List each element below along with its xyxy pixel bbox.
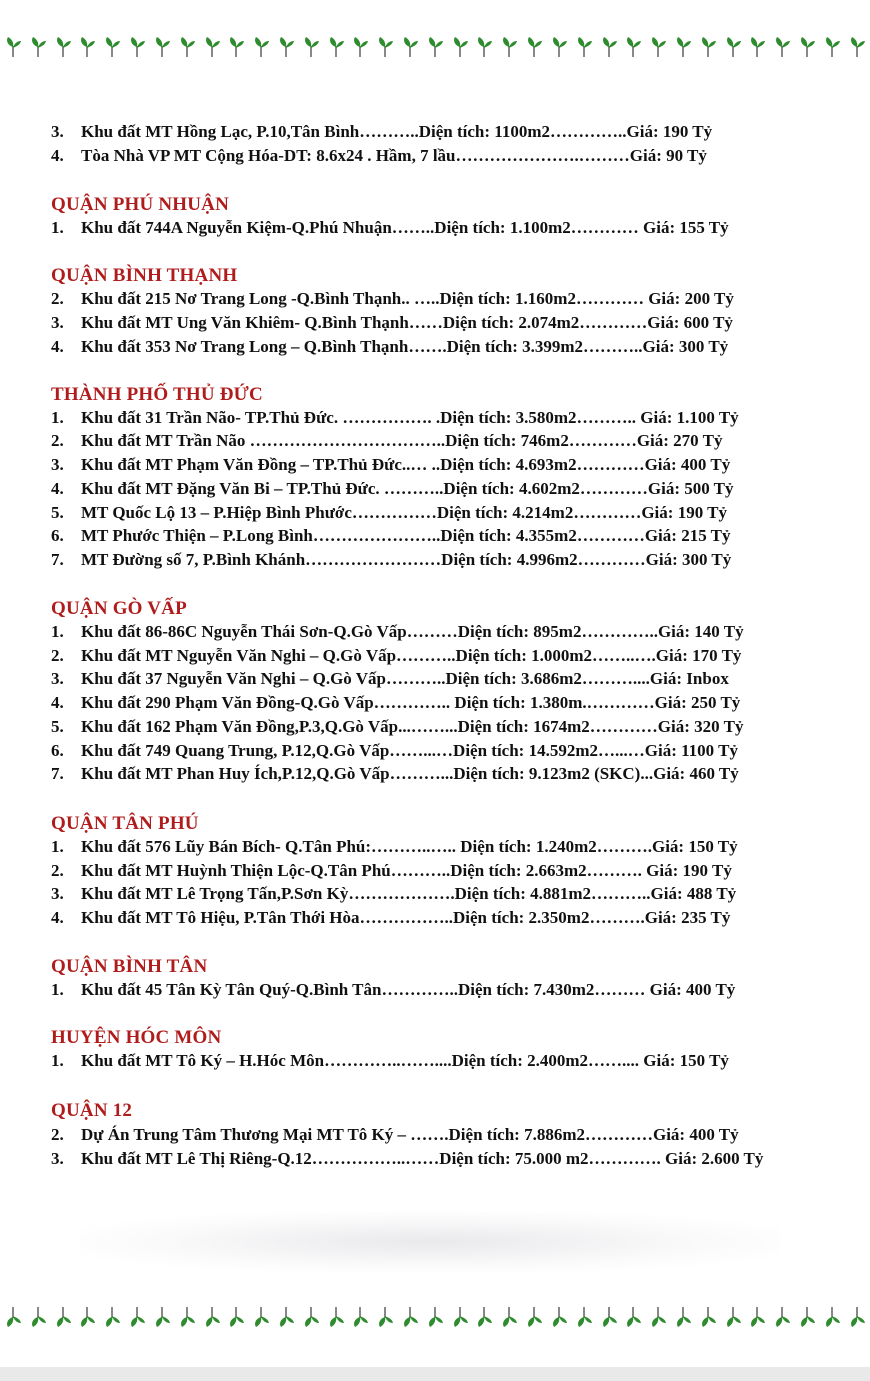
listing-item [51,311,840,335]
leaf-icon [376,36,394,62]
item-number: 6. [51,741,64,760]
leaf-icon [674,36,692,62]
listing-item [51,667,840,691]
leaf-icon [327,36,345,62]
leaf-icon [227,1306,245,1332]
listing-item [51,477,840,501]
leaf-icon [128,36,146,62]
leaf-icon [54,36,72,62]
leaf-icon [451,36,469,62]
leaf-icon [128,1306,146,1332]
item-text: Khu đất MT Phan Huy Ích,P.12,Q.Gò Vấp………...Diện tích: 9.123m2 (SKC)...Giá: 460 Tỷ [81,764,739,783]
item-text: MT Đường số 7, P.Bình Khánh……………………Diện tích: 4.996m2…………Giá: 300 Tỷ [81,550,732,569]
item-number: 2. [51,861,64,880]
leaf-icon [823,36,841,62]
leaf-icon [848,36,866,62]
listing-item [51,406,840,430]
section-heading: QUẬN BÌNH TÂN [51,956,208,977]
item-text: Khu đất 162 Phạm Văn Đồng,P.3,Q.Gò Vấp...……...Diện tích: 1674m2…………Giá: 320 Tỷ [81,717,744,736]
bottom-leaf-border [0,1306,870,1332]
item-number: 1. [51,408,64,427]
item-text: Khu đất 576 Lũy Bán Bích- Q.Tân Phú:………..….. Diện tích: 1.240m2……….Giá: 150 Tỷ [81,837,738,856]
item-number: 2. [51,1125,64,1144]
listing-item [51,620,840,644]
item-text: Khu đất 749 Quang Trung, P.12,Q.Gò Vấp……...…Diện tích: 14.592m2…...…Giá: 1100 Tỷ [81,741,738,760]
listing-item [51,453,840,477]
item-text: Khu đất 37 Nguyễn Văn Nghi – Q.Gò Vấp………..Diện tích: 3.686m2………....Giá: Inbox [81,669,729,688]
listing-item [51,835,840,859]
leaf-icon [401,1306,419,1332]
leaf-icon [550,1306,568,1332]
leaf-icon [748,1306,766,1332]
item-text: Khu đất MT Nguyễn Văn Nghi – Q.Gò Vấp………..Diện tích: 1.000m2……..….Giá: 170 Tỷ [81,646,742,665]
listing-item [51,548,840,572]
listing-item [51,691,840,715]
listing-item [51,335,840,359]
item-number: 7. [51,550,64,569]
item-text: Dự Án Trung Tâm Thương Mại MT Tô Ký – …….Diện tích: 7.886m2…………Giá: 400 Tỷ [81,1125,739,1144]
listing-item [51,429,840,453]
leaf-icon [103,1306,121,1332]
item-text: Khu đất 744A Nguyễn Kiệm-Q.Phú Nhuận……..Diện tích: 1.100m2………… Giá: 155 Tỷ [81,218,729,237]
item-number: 3. [51,122,64,141]
leaf-icon [475,1306,493,1332]
item-text: Khu đất MT Hồng Lạc, P.10,Tân Bình………..Diện tích: 1100m2…………..Giá: 190 Tỷ [81,122,713,141]
leaf-icon [277,1306,295,1332]
item-number: 1. [51,622,64,641]
section-heading: QUẬN BÌNH THẠNH [51,265,238,286]
item-text: MT Quốc Lộ 13 – P.Hiệp Bình Phước……………Diện tích: 4.214m2…………Giá: 190 Tỷ [81,503,727,522]
leaf-icon [78,36,96,62]
leaf-icon [426,36,444,62]
leaf-icon [550,36,568,62]
listing-item [51,1049,840,1073]
leaf-icon [451,1306,469,1332]
section-heading: QUẬN PHÚ NHUẬN [51,194,230,215]
listing-item [51,882,840,906]
item-number: 5. [51,717,64,736]
item-number: 4. [51,146,64,165]
leaf-icon [624,36,642,62]
listing-item [51,287,840,311]
leaf-icon [724,36,742,62]
item-number: 1. [51,1051,64,1070]
listing-item [51,120,840,144]
leaf-icon [29,36,47,62]
item-number: 4. [51,337,64,356]
leaf-icon [54,1306,72,1332]
leaf-icon [426,1306,444,1332]
item-text: Khu đất MT Lê Trọng Tấn,P.Sơn Kỳ……………….Diện tích: 4.881m2………..Giá: 488 Tỷ [81,884,737,903]
leaf-icon [699,1306,717,1332]
item-number: 7. [51,764,64,783]
leaf-icon [674,1306,692,1332]
item-number: 1. [51,837,64,856]
leaf-icon [327,1306,345,1332]
item-number: 4. [51,479,64,498]
leaf-icon [649,36,667,62]
item-number: 3. [51,884,64,903]
leaf-icon [823,1306,841,1332]
leaf-icon [252,36,270,62]
item-text: Khu đất 31 Trần Não- TP.Thủ Đức. ……………. .Diện tích: 3.580m2……….. Giá: 1.100 Tỷ [81,408,739,427]
listing-item [51,762,840,786]
leaf-icon [178,36,196,62]
leaf-icon [29,1306,47,1332]
item-number: 3. [51,313,64,332]
item-number: 4. [51,908,64,927]
item-text: Khu đất MT Đặng Văn Bi – TP.Thủ Đức. ………..Diện tích: 4.602m2…………Giá: 500 Tỷ [81,479,734,498]
leaf-icon [203,1306,221,1332]
item-number: 1. [51,980,64,999]
item-text: Khu đất MT Trần Não ……………………………..Diện tích: 746m2…………Giá: 270 Tỷ [81,431,723,450]
leaf-icon [525,1306,543,1332]
listing-item [51,1147,840,1171]
leaf-icon [203,36,221,62]
leaf-icon [351,36,369,62]
item-number: 2. [51,289,64,308]
listing-item [51,524,840,548]
leaf-icon [500,36,518,62]
leaf-icon [351,1306,369,1332]
item-text: Khu đất 86-86C Nguyễn Thái Sơn-Q.Gò Vấp………Diện tích: 895m2…………..Giá: 140 Tỷ [81,622,744,641]
item-text: Khu đất MT Tô Hiệu, P.Tân Thới Hòa……………..Diện tích: 2.350m2……….Giá: 235 Tỷ [81,908,731,927]
blurred-area [80,1212,780,1272]
item-number: 4. [51,693,64,712]
item-text: MT Phước Thiện – P.Long Bình…………………..Diện tích: 4.355m2…………Giá: 215 Tỷ [81,526,731,545]
listing-item [51,1123,840,1147]
item-number: 5. [51,503,64,522]
section-heading: QUẬN 12 [51,1100,133,1121]
leaf-icon [401,36,419,62]
leaf-icon [78,1306,96,1332]
leaf-icon [525,36,543,62]
item-number: 2. [51,646,64,665]
leaf-icon [773,1306,791,1332]
listing-item [51,906,840,930]
item-text: Khu đất MT Phạm Văn Đồng – TP.Thủ Đức..… ..Diện tích: 4.693m2…………Giá: 400 Tỷ [81,455,731,474]
leaf-icon [575,1306,593,1332]
leaf-icon [600,1306,618,1332]
leaf-icon [798,1306,816,1332]
leaf-icon [475,36,493,62]
listing-item [51,216,840,240]
leaf-icon [773,36,791,62]
leaf-icon [624,1306,642,1332]
bottom-strip [0,1367,870,1381]
leaf-icon [600,36,618,62]
leaf-icon [798,36,816,62]
item-text: Khu đất 45 Tân Kỳ Tân Quý-Q.Bình Tân…………..Diện tích: 7.430m2……… Giá: 400 Tỷ [81,980,736,999]
leaf-icon [4,36,22,62]
leaf-icon [103,36,121,62]
leaf-icon [699,36,717,62]
leaf-icon [575,36,593,62]
item-number: 3. [51,455,64,474]
listing-item [51,501,840,525]
item-text: Khu đất 215 Nơ Trang Long -Q.Bình Thạnh.. …..Diện tích: 1.160m2………… Giá: 200 Tỷ [81,289,734,308]
section-heading: THÀNH PHỐ THỦ ĐỨC [51,384,263,405]
leaf-icon [178,1306,196,1332]
listing-item [51,978,840,1002]
leaf-icon [4,1306,22,1332]
item-text: Khu đất 290 Phạm Văn Đồng-Q.Gò Vấp………….. Diện tích: 1.380m.…………Giá: 250 Tỷ [81,693,741,712]
listing-item [51,715,840,739]
item-text: Khu đất MT Huỳnh Thiện Lộc-Q.Tân Phú………..Diện tích: 2.663m2………. Giá: 190 Tỷ [81,861,732,880]
leaf-icon [500,1306,518,1332]
item-text: Tòa Nhà VP MT Cộng Hóa-DT: 8.6x24 . Hầm, 7 lầu………………….………Giá: 90 Tỷ [81,146,707,165]
leaf-icon [848,1306,866,1332]
leaf-icon [153,1306,171,1332]
item-number: 3. [51,669,64,688]
section-heading: QUẬN GÒ VẤP [51,598,187,619]
leaf-icon [277,36,295,62]
item-number: 3. [51,1149,64,1168]
section-heading: HUYỆN HÓC MÔN [51,1027,222,1048]
leaf-icon [227,36,245,62]
item-text: Khu đất MT Ung Văn Khiêm- Q.Bình Thạnh……Diện tích: 2.074m2…………Giá: 600 Tỷ [81,313,733,332]
item-text: Khu đất 353 Nơ Trang Long – Q.Bình Thạnh…….Diện tích: 3.399m2………..Giá: 300 Tỷ [81,337,729,356]
leaf-icon [748,36,766,62]
item-text: Khu đất MT Lê Thị Riêng-Q.12……………..……Diện tích: 75.000 m2…………. Giá: 2.600 Tỷ [81,1149,764,1168]
listing-item [51,739,840,763]
item-number: 2. [51,431,64,450]
item-number: 1. [51,218,64,237]
leaf-icon [724,1306,742,1332]
leaf-icon [376,1306,394,1332]
listing-item [51,144,840,168]
listing-item [51,859,840,883]
top-leaf-border [0,36,870,62]
listing-item [51,644,840,668]
leaf-icon [252,1306,270,1332]
section-heading: QUẬN TÂN PHÚ [51,813,199,834]
item-number: 6. [51,526,64,545]
leaf-icon [153,36,171,62]
item-text: Khu đất MT Tô Ký – H.Hóc Môn…………..……....Diện tích: 2.400m2…….... Giá: 150 Tỷ [81,1051,729,1070]
leaf-icon [649,1306,667,1332]
leaf-icon [302,1306,320,1332]
leaf-icon [302,36,320,62]
